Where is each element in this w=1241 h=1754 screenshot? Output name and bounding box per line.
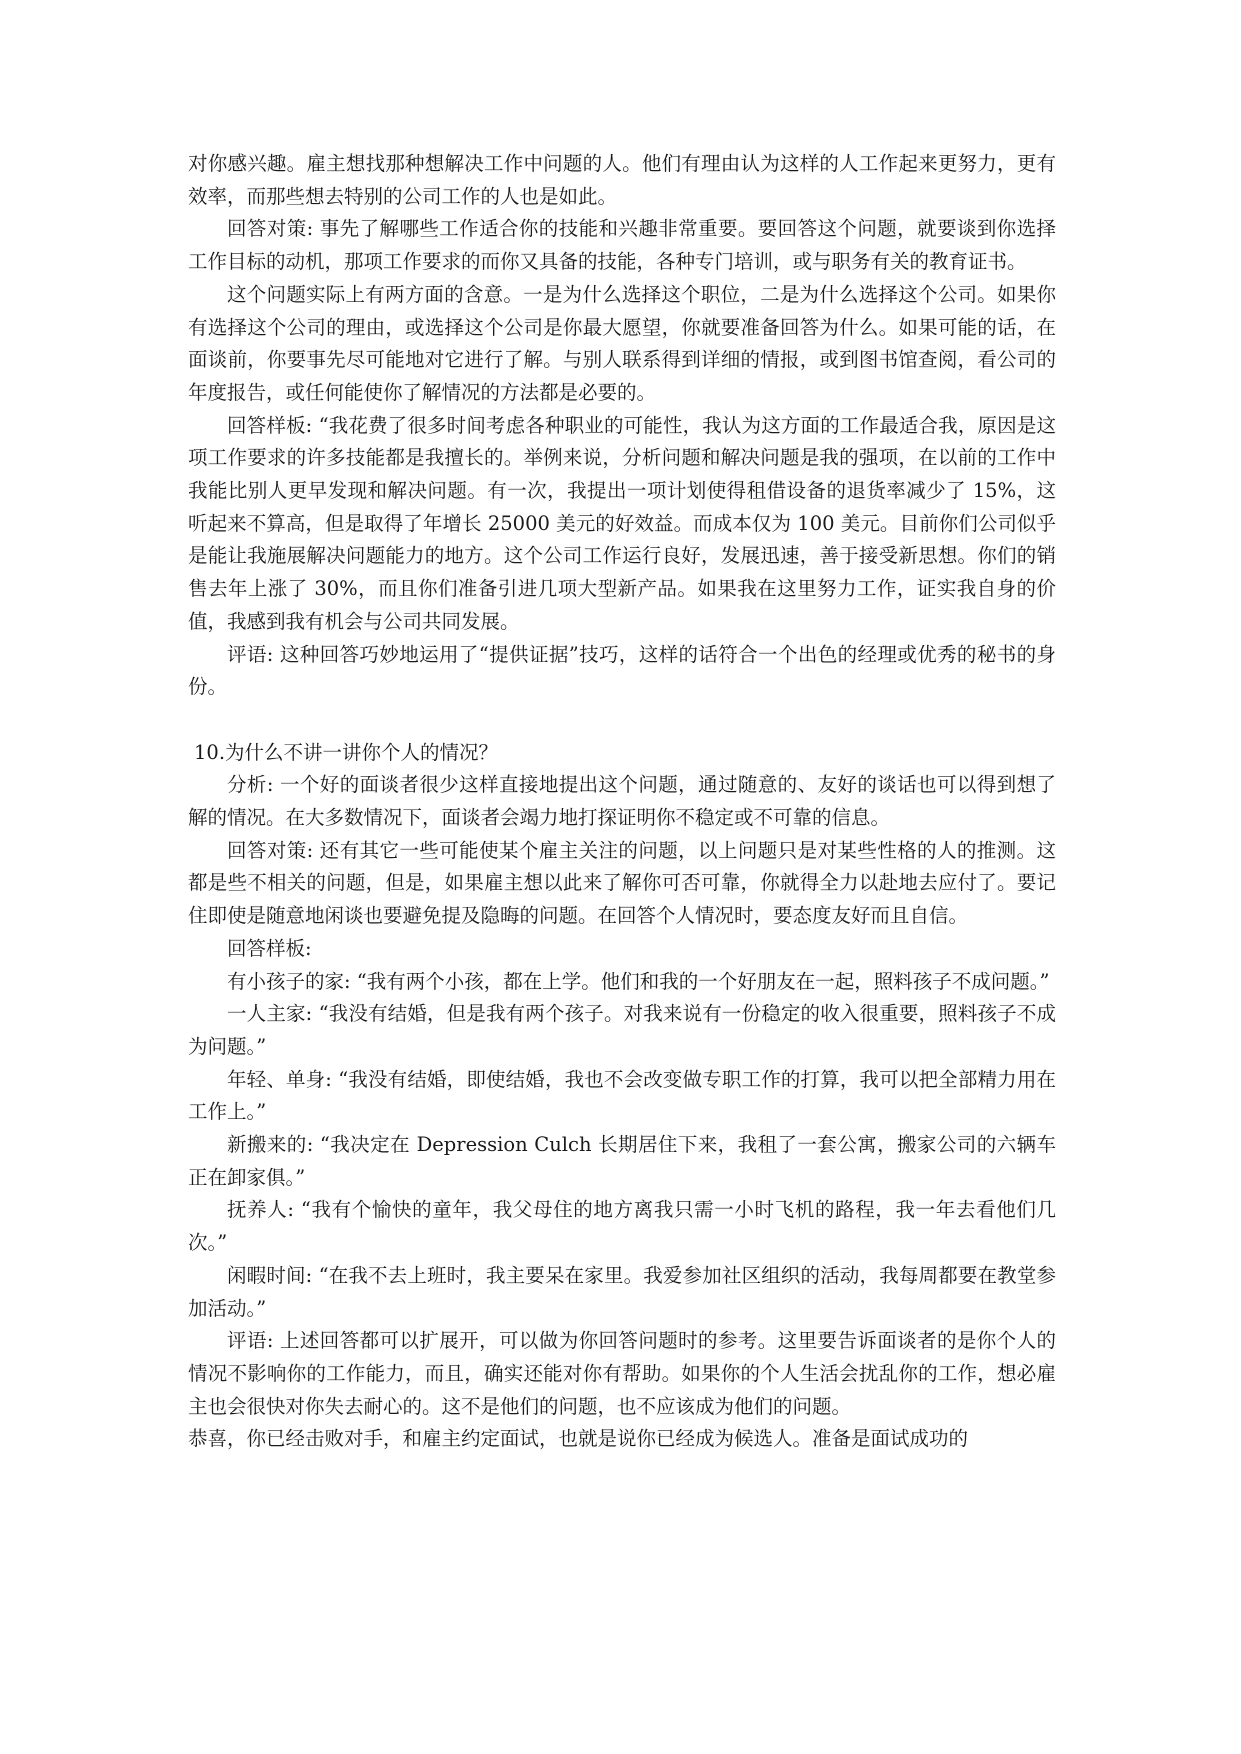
- paragraph-two-meanings: 这个问题实际上有两方面的含意。一是为什么选择这个职位，二是为什么选择这个公司。如果你有选择这个公司的理由，或选择这个公司是你最大愿望，你就要准备回答为什么。如果可能的话，在面谈前，你要事先尽可能地对它进行了解。与别人联系得到详细的情报，或到图书馆查阅，看公司的年度报告，或任何能使你了解情况的方法都是必要的。: [188, 282, 1056, 404]
- paragraph-sample-leisure: 闲暇时间: “在我不去上班时，我主要呆在家里。我爱参加社区组织的活动，我每周都要在教堂参加活动。”: [188, 1263, 1056, 1320]
- paragraph-intro-continuation: 对你感兴趣。雇主想找那种想解决工作中问题的人。他们有理由认为这样的人工作起来更努力，更有效率，而那些想去特别的公司工作的人也是如此。: [188, 152, 1056, 208]
- paragraph-congratulations: 恭喜，你已经击败对手，和雇主约定面试，也就是说你已经成为候选人。准备是面试成功的: [188, 1427, 969, 1451]
- section-10-heading: 10.为什么不讲一讲你个人的情况？: [194, 740, 499, 764]
- paragraph-answer-sample: 回答样板: “我花费了很多时间考虑各种职业的可能性，我认为这方面的工作最适合我，原因是这项工作要求的许多技能都是我擅长的。举例来说，分析问题和解决问题是我的强项，在以前的工作中我能比别人更早发现和解决问题。有一次，我提出一项计划使得租借设备的退货率减少了 15%，这听起来不算高，但是取得了年增长 25000 美元的好效益。而成本仅为 100 美元。目前你们公司似乎是能让我施展解决问题能力的地方。这个公司工作运行良好，发展迅速，善于接受新思想。你们的销售去年上涨了 30%，而且你们准备引进几项大型新产品。如果我在这里努力工作，证实我自身的价值，我感到我有机会与公司共同发展。: [188, 413, 1056, 633]
- paragraph-answer-strategy-10: 回答对策: 还有其它一些可能使某个雇主关注的问题，以上问题只是对某些性格的人的推测。这都是些不相关的问题，但是，如果雇主想以此来了解你可否可靠，你就得全力以赴地去应付了。要记住即使是随意地闲谈也要避免提及隐晦的问题。在回答个人情况时，要态度友好而且自信。: [188, 838, 1056, 928]
- paragraph-sample-dependents: 抚养人: “我有个愉快的童年，我父母住的地方离我只需一小时飞机的路程，我一年去看他们几次。”: [188, 1198, 1056, 1255]
- paragraph-comment: 评语: 这种回答巧妙地运用了“提供证据”技巧，这样的话符合一个出色的经理或优秀的秘书的身份。: [188, 642, 1056, 699]
- document-body: [188, 148, 1056, 1456]
- paragraph-answer-strategy: 回答对策: 事先了解哪些工作适合你的技能和兴趣非常重要。要回答这个问题，就要谈到你选择工作目标的动机，那项工作要求的而你又具备的技能，各种专门培训，或与职务有关的教育证书。: [188, 217, 1056, 274]
- paragraph-analysis: 分析: 一个好的面谈者很少这样直接地提出这个问题，通过随意的、友好的谈话也可以得到想了解的情况。在大多数情况下，面谈者会竭力地打探证明你不稳定或不可靠的信息。: [188, 773, 1056, 830]
- paragraph-sample-newly-moved: 新搬来的: “我决定在 Depression Culch 长期居住下来，我租了一套公寓，搬家公司的六辆车正在卸家俱。”: [188, 1133, 1056, 1189]
- section-spacer: [188, 704, 1056, 737]
- paragraph-sample-young-single: 年轻、单身: “我没有结婚，即使结婚，我也不会改变做专职工作的打算，我可以把全部精力用在工作上。”: [188, 1067, 1056, 1124]
- paragraph-answer-sample-label: 回答样板:: [227, 936, 312, 960]
- paragraph-sample-with-kids: 有小孩子的家: “我有两个小孩，都在上学。他们和我的一个好朋友在一起，照料孩子不成问题。”: [227, 969, 1050, 993]
- paragraph-sample-single-parent: 一人主家: “我没有结婚，但是我有两个孩子。对我来说有一份稳定的收入很重要，照料孩子不成为问题。”: [188, 1002, 1056, 1058]
- paragraph-comment-10: 评语: 上述回答都可以扩展开，可以做为你回答问题时的参考。这里要告诉面谈者的是你个人的情况不影响你的工作能力，而且，确实还能对你有帮助。如果你的个人生活会扰乱你的工作，想必雇主也会很快对你失去耐心的。这不是他们的问题，也不应该成为他们的问题。: [188, 1329, 1056, 1418]
